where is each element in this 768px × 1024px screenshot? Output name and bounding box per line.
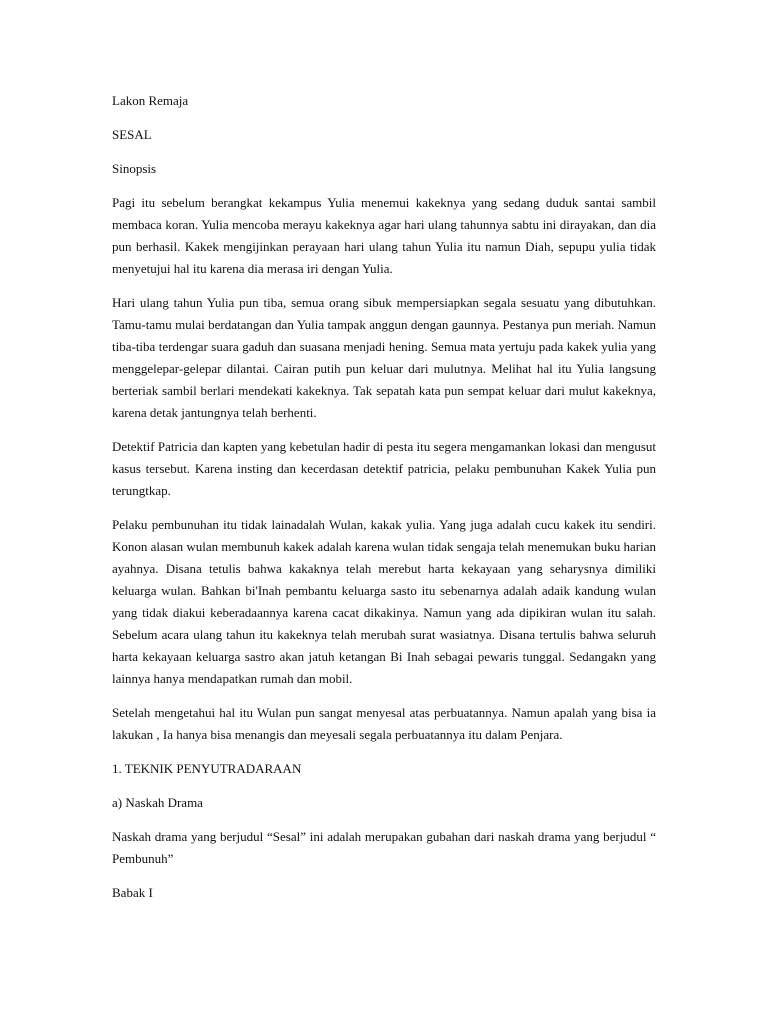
naskah-paragraph: Naskah drama yang berjudul “Sesal” ini adalah merupakan gubahan dari naskah drama yang berjudul “ Pembunuh” (112, 829, 656, 866)
synopsis-heading: Sinopsis (112, 161, 157, 176)
document-page (112, 90, 656, 916)
synopsis-paragraph-2: Hari ulang tahun Yulia pun tiba, semua orang sibuk mempersiapkan segala sesuatu yang dibutuhkan. Tamu-tamu mulai berdatangan dan Yulia tampak anggun dengan gaunnya. Pestanya pun meriah. Namun tiba-tiba terdengar suara gaduh dan suasana menjadi hening. Semua mata yertuju pada kakek yulia yang menggelepar-gelepar dilantai. Cairan putih pun keluar dari mulutnya. Melihat hal itu Yulia langsung berteriak sambil berlari mendekati kakeknya. Tak sepatah kata pun sempat keluar dari mulut kakeknya, karena detak jantungnya telah berhenti. (112, 295, 656, 420)
synopsis-paragraph-5: Setelah mengetahui hal itu Wulan pun sangat menyesal atas perbuatannya. Namun apalah yang bisa ia lakukan , Ia hanya bisa menangis dan meyesali segala perbuatannya itu dalam Penjara. (112, 705, 656, 742)
subsection-heading: a) Naskah Drama (112, 795, 203, 810)
synopsis-paragraph-4: Pelaku pembunuhan itu tidak lainadalah Wulan, kakak yulia. Yang juga adalah cucu kakek itu sendiri. Konon alasan wulan membunuh kakek adalah karena wulan tidak sengaja telah menemukan buku harian ayahnya. Disana tetulis bahwa kakaknya telah merebut harta kekayaan yang seharysnya dimiliki keluarga wulan. Bahkan bi'Inah pembantu keluarga sasto itu sebenarnya adalah adaik kandung wulan yang tidak diakui keberadaannya karena cacat dikakinya. Namun yang ada dipikiran wulan itu salah. Sebelum acara ulang tahun itu kakeknya telah merubah surat wasiatnya. Disana tertulis bahwa seluruh harta kekayaan keluarga sastro akan jatuh ketangan Bi Inah sebagai pewaris tunggal. Sedangakn yang lainnya hanya mendapatkan rumah dan mobil. (112, 517, 657, 686)
document-category: Lakon Remaja (112, 93, 189, 108)
act-heading: Babak I (112, 885, 153, 900)
synopsis-paragraph-3: Detektif Patricia dan kapten yang kebetulan hadir di pesta itu segera mengamankan lokasi dan mengusut kasus tersebut. Karena insting dan kecerdasan detektif patricia, pelaku pembunuhan Kakek Yulia pun terungtkap. (112, 439, 656, 498)
document-title: SESAL (112, 127, 152, 142)
synopsis-paragraph-1: Pagi itu sebelum berangkat kekampus Yulia menemui kakeknya yang sedang duduk santai sambil membaca koran. Yulia mencoba merayu kakeknya agar hari ulang tahunnya sabtu ini dirayakan, dan dia pun berhasil. Kakek mengijinkan perayaan hari ulang tahun Yulia itu namun Diah, sepupu yulia tidak menyetujui hal itu karena dia merasa iri dengan Yulia. (112, 195, 656, 276)
section-heading: 1. TEKNIK PENYUTRADARAAN (112, 761, 302, 776)
